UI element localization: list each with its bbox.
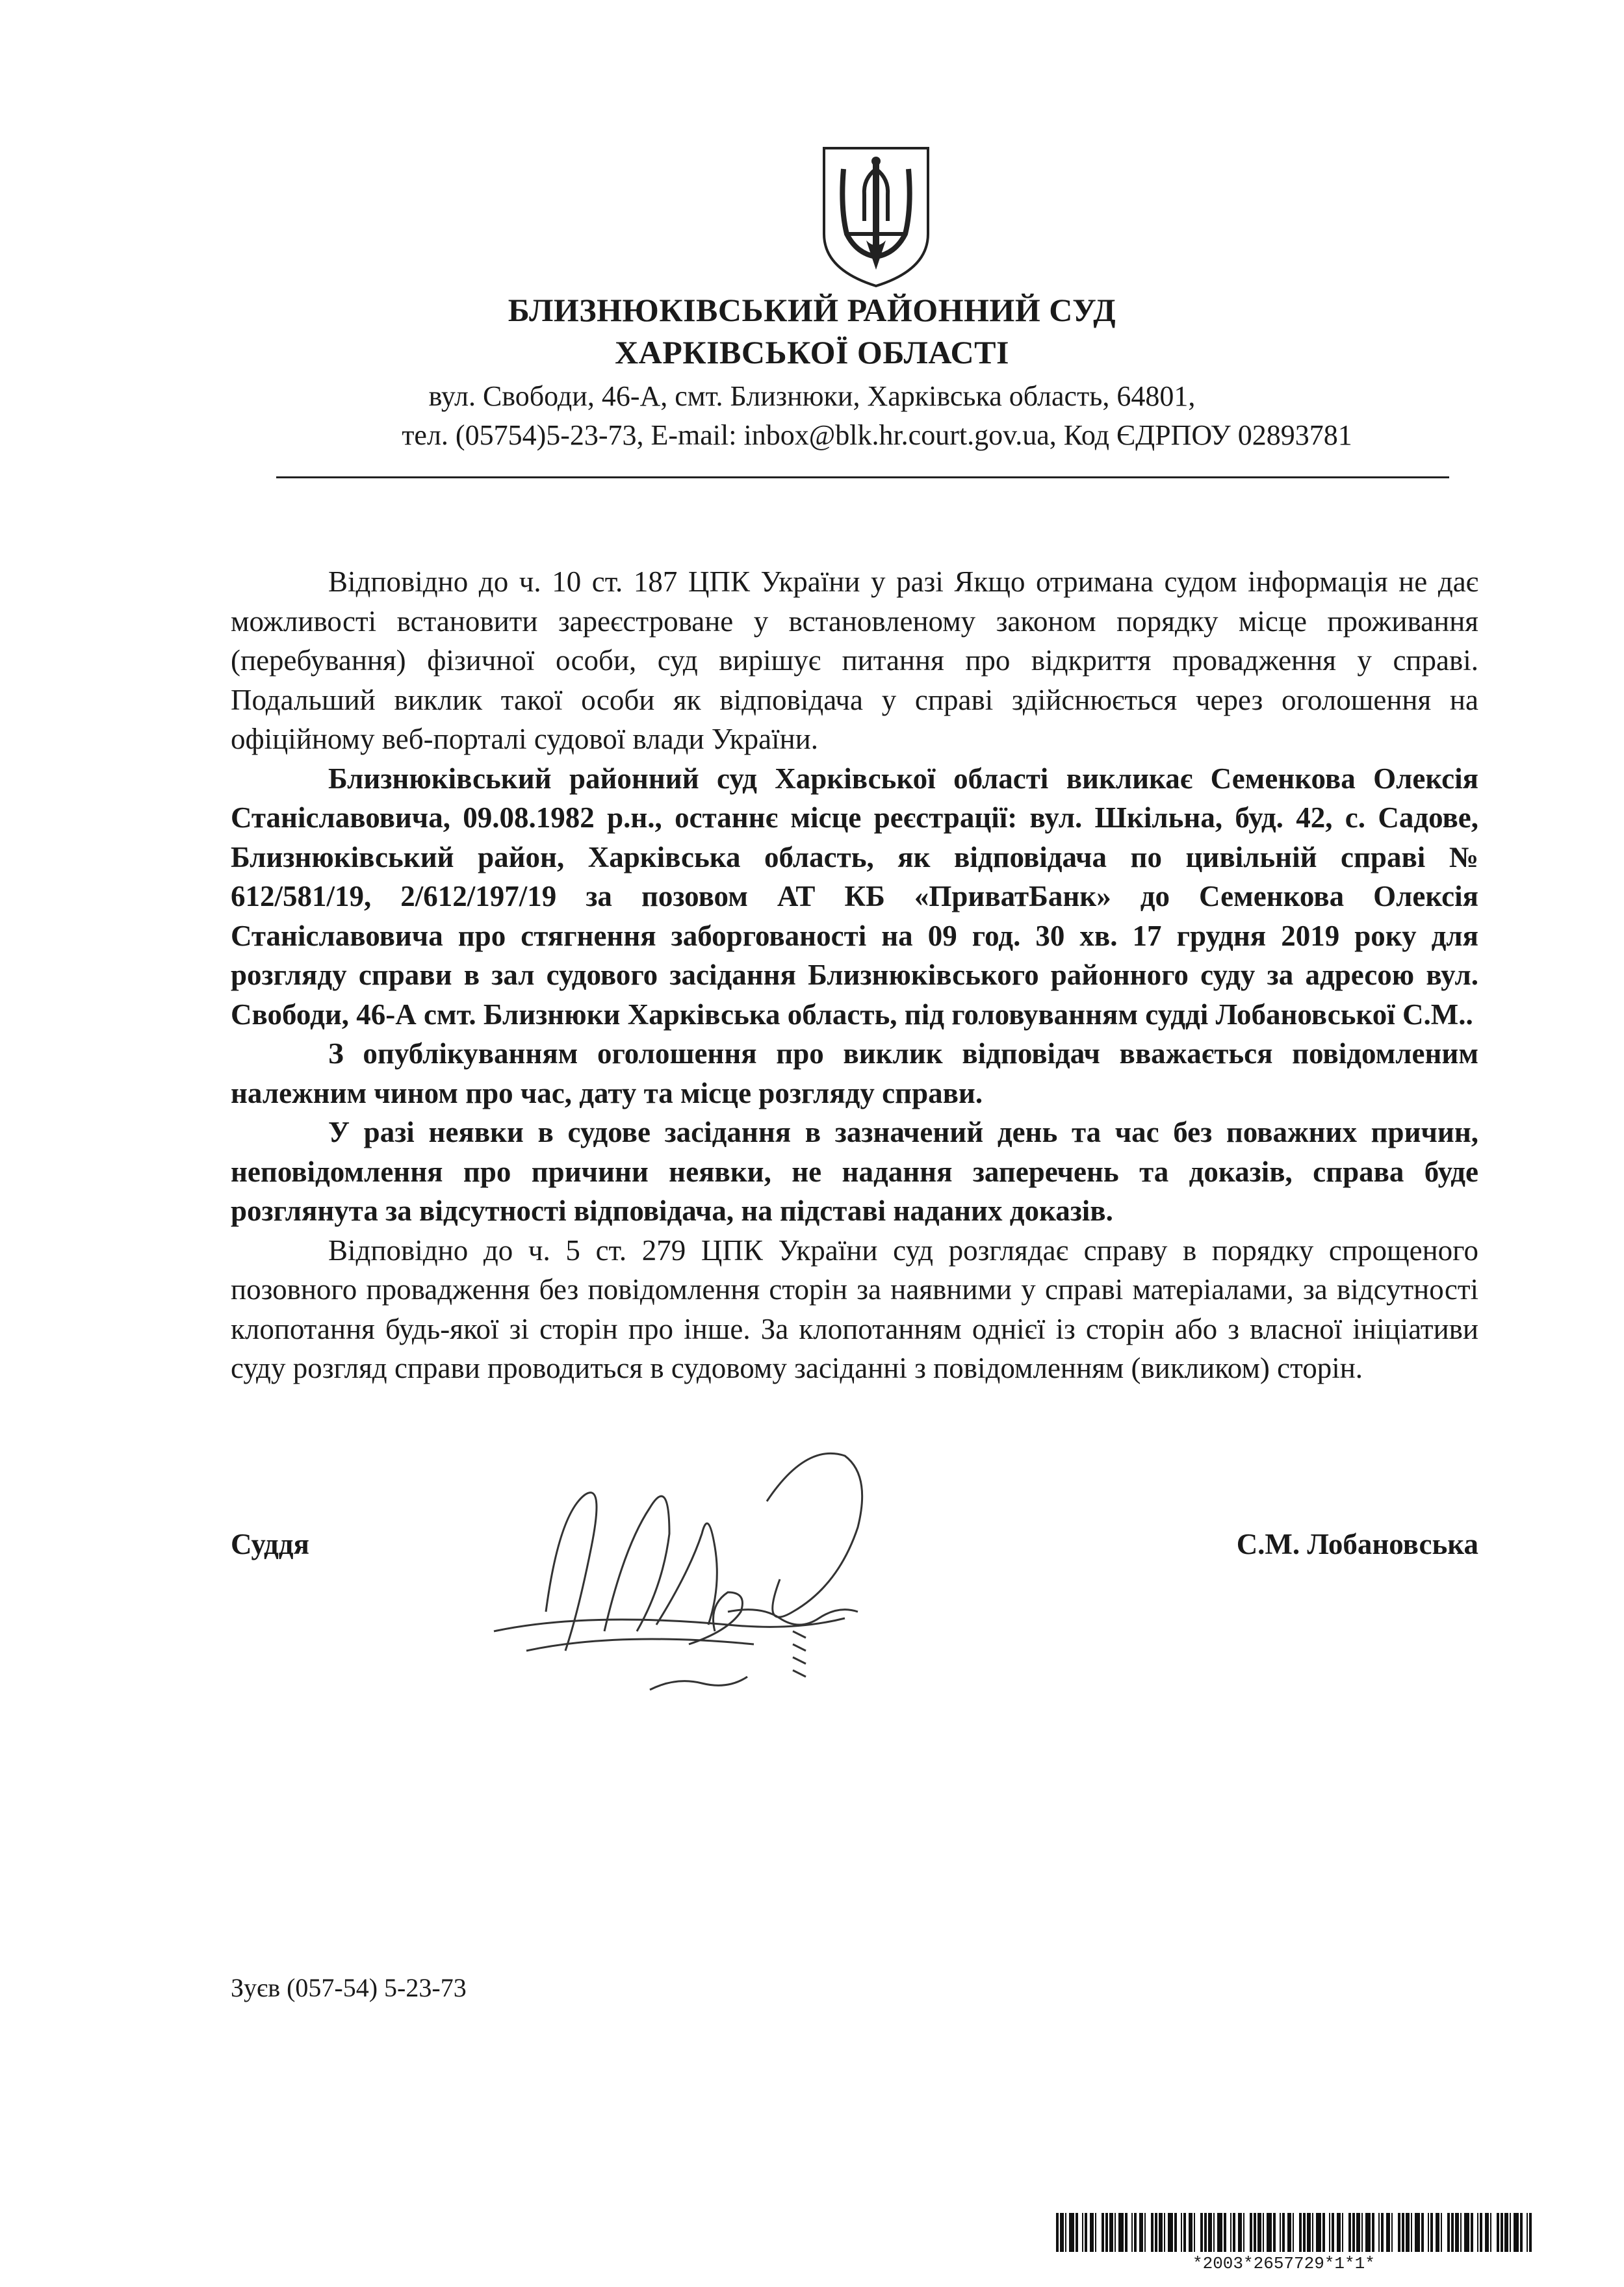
header-divider	[276, 476, 1449, 478]
signatory-role-label: Суддя	[231, 1528, 309, 1560]
signatory-name: С.М. Лобановська	[1236, 1528, 1478, 1560]
paragraph-notice-effect: З опублікуванням оголошення про виклик відповідач вважається повідомленим належним чином про час, дату та місце розгляду справи.	[231, 1037, 1478, 1109]
executor-contact: Зуєв (057-54) 5-23-73	[231, 1973, 467, 2002]
paragraph-legal-basis: Відповідно до ч. 10 ст. 187 ЦПК України у разі Якщо отримана судом інформація не дає можливості встановити зареєстроване у встановленому законом порядку місце проживання (перебування) фізичної особи, суд вирішує питання про відкриття провадження у справі. Подальший виклик такої особи як відповідача у справі здійснюється через оголошення на офіційному веб-порталі судової влади України.	[231, 565, 1478, 755]
paragraph-simplified-procedure: Відповідно до ч. 5 ст. 279 ЦПК України суд розглядає справу в порядку спрощеного позовного провадження без повідомлення сторін за наявними у справі матеріалами, за відсутності клопотання будь-якої зі сторін про інше. За клопотанням однієї із сторін або з власної ініціативи суду розгляд справи проводиться в судовому засіданні з повідомленням (викликом) сторін.	[231, 1234, 1478, 1384]
court-contacts: тел. (05754)5-23-73, E-mail: inbox@blk.hr.court.gov.ua, Код ЄДРПОУ 02893781	[402, 419, 1352, 451]
trident-emblem-icon	[818, 143, 934, 289]
court-name-line2: ХАРКІВСЬКОЇ ОБЛАСТІ	[615, 334, 1009, 370]
paragraph-summons: Близнюківський районний суд Харківської області викликає Семенкова Олексія Станіславовича, 09.08.1982 р.н., останнє місце реєстрації: вул. Шкільна, буд. 42, с. Садове, Близнюківський район, Харківська область, як відповідача по цивільній справі № 612/581/19, 2/612/197/19 за позовом АТ КБ «ПриватБанк» до Семенкова Олексія Станіславовича про стягнення заборгованості на 09 год. 30 хв. 17 грудня 2019 року для розгляду справи в зал судового засідання Близнюківського районного суду за адресою вул. Свободи, 46-А смт. Близнюки Харківська область, під головуванням судді Лобановської С.М..	[231, 762, 1478, 1031]
document-barcode	[1056, 2213, 1534, 2252]
court-address: вул. Свободи, 46-А, смт. Близнюки, Харківська область, 64801,	[428, 380, 1196, 412]
court-name-line1: БЛИЗНЮКІВСЬКИЙ РАЙОННИЙ СУД	[508, 292, 1116, 328]
barcode-number: *2003*2657729*1*1*	[1192, 2254, 1375, 2273]
document-body	[231, 562, 1478, 1388]
paragraph-absence-warning: У разі неявки в судове засідання в зазначений день та час без поважних причин, неповідомлення про причини неявки, не надання заперечень та доказів, справа буде розглянута за відсутності відповідача, на підставі наданих доказів.	[231, 1116, 1478, 1227]
signature-block	[231, 1527, 1478, 1579]
